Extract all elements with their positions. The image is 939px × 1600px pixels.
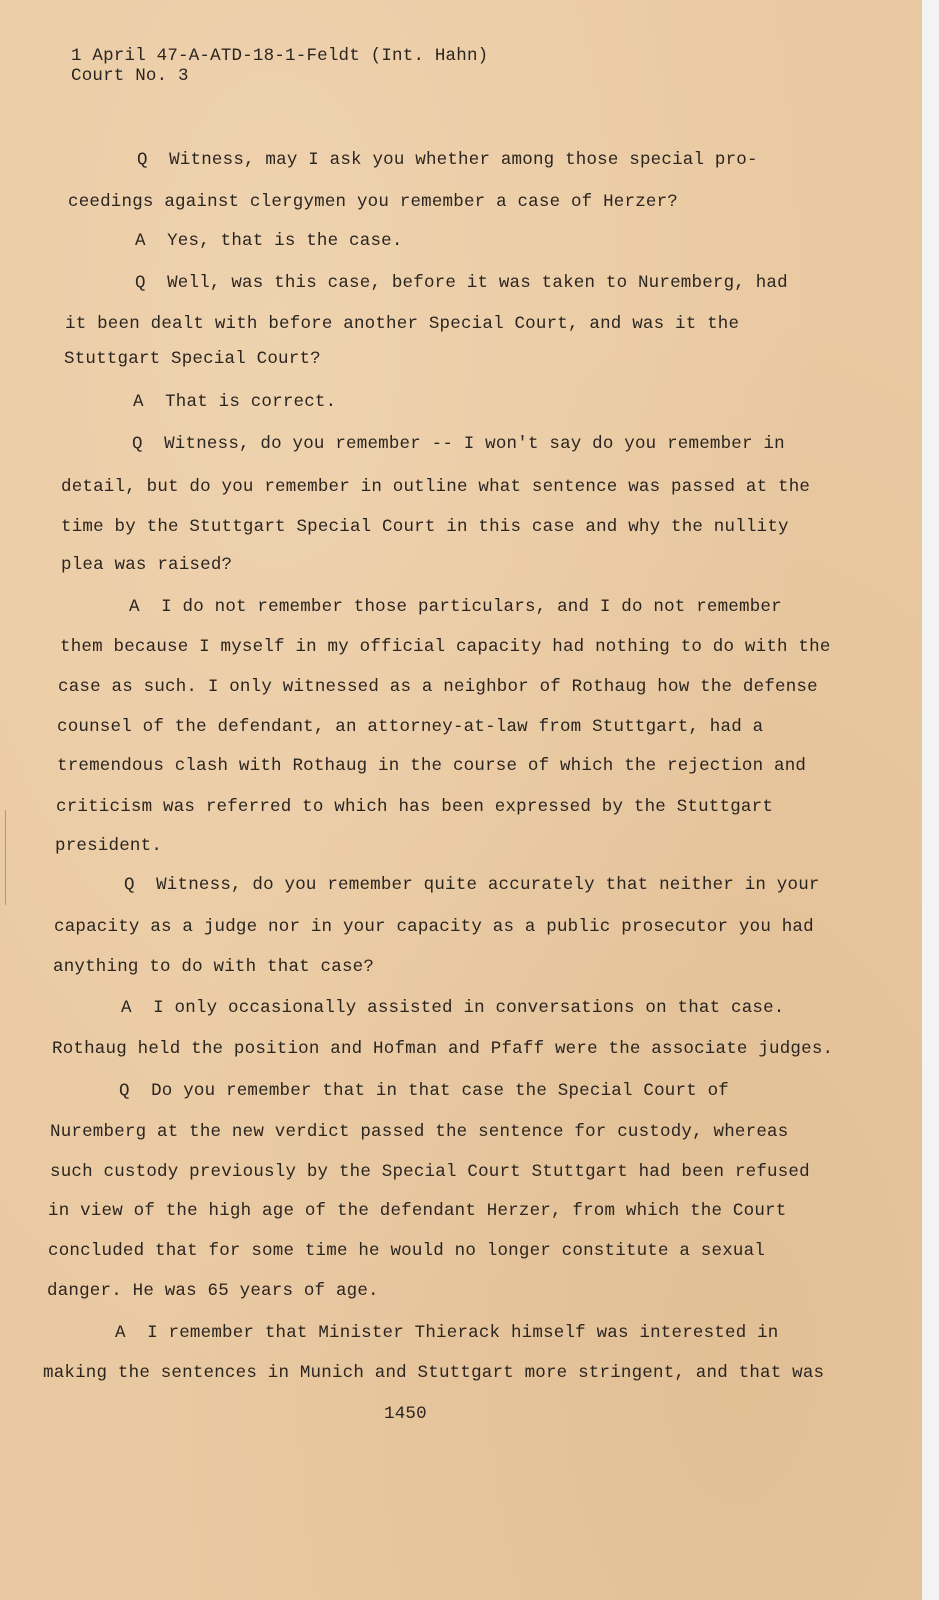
header-court: Court No. 3	[71, 66, 189, 86]
transcript-line: A I remember that Minister Thierack himself was interested in	[115, 1323, 779, 1343]
transcript-line: counsel of the defendant, an attorney-at-law from Stuttgart, had a	[57, 717, 764, 737]
transcript-line: Q Well, was this case, before it was taken to Nuremberg, had	[135, 273, 788, 293]
transcript-line: plea was raised?	[61, 555, 233, 575]
transcript-line: ceedings against clergymen you remember a case of Herzer?	[68, 192, 678, 212]
transcript-line: them because I myself in my official capacity had nothing to do with the	[60, 637, 831, 657]
transcript-line: danger. He was 65 years of age.	[47, 1281, 379, 1301]
transcript-line: concluded that for some time he would no longer constitute a sexual	[48, 1241, 766, 1261]
transcript-line: A I only occasionally assisted in conversations on that case.	[121, 998, 785, 1018]
transcript-line: tremendous clash with Rothaug in the course of which the rejection and	[57, 756, 807, 776]
paper-crease-mark	[5, 810, 6, 905]
transcript-line: anything to do with that case?	[53, 957, 375, 977]
transcript-line: it been dealt with before another Special Court, and was it the	[65, 314, 740, 334]
transcript-line: Q Witness, do you remember -- I won't say do you remember in	[132, 434, 785, 454]
transcript-line: capacity as a judge nor in your capacity as a public prosecutor you had	[54, 917, 814, 937]
transcript-line: president.	[55, 836, 163, 856]
transcript-line: A Yes, that is the case.	[135, 231, 403, 251]
transcript-line: A That is correct.	[133, 392, 337, 412]
transcript-line: time by the Stuttgart Special Court in this case and why the nullity	[61, 517, 789, 537]
transcript-line: Q Witness, do you remember quite accurately that neither in your	[124, 875, 820, 895]
transcript-line: in view of the high age of the defendant Herzer, from which the Court	[48, 1201, 787, 1221]
transcript-line: making the sentences in Munich and Stuttgart more stringent, and that was	[43, 1363, 825, 1383]
page-number: 1450	[384, 1404, 427, 1424]
transcript-line: such custody previously by the Special Court Stuttgart had been refused	[50, 1162, 810, 1182]
transcript-line: Stuttgart Special Court?	[64, 349, 321, 369]
transcript-line: Rothaug held the position and Hofman and Pfaff were the associate judges.	[52, 1039, 834, 1059]
transcript-line: A I do not remember those particulars, and I do not remember	[129, 597, 782, 617]
transcript-line: Nuremberg at the new verdict passed the sentence for custody, whereas	[50, 1122, 789, 1142]
transcript-line: criticism was referred to which has been expressed by the Stuttgart	[56, 797, 774, 817]
transcript-line: Q Witness, may I ask you whether among those special pro-	[137, 150, 758, 170]
transcript-line: Q Do you remember that in that case the Special Court of	[119, 1081, 729, 1101]
transcript-line: detail, but do you remember in outline what sentence was passed at the	[61, 477, 811, 497]
header-reference: 1 April 47-A-ATD-18-1-Feldt (Int. Hahn)	[71, 46, 489, 66]
transcript-line: case as such. I only witnessed as a neighbor of Rothaug how the defense	[58, 677, 818, 697]
